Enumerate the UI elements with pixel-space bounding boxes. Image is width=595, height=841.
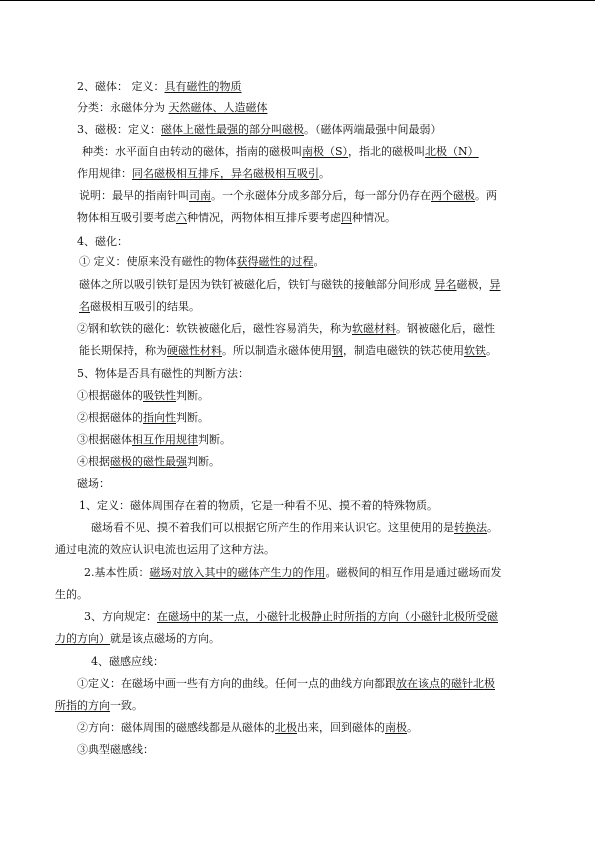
text: 3、方向规定： [84, 610, 157, 623]
text: 种情况。 [352, 211, 396, 224]
text: 2、磁体： 定义： [77, 80, 165, 93]
line-typical-fieldlines [77, 743, 154, 757]
text: 判断。 [176, 411, 209, 424]
text: 。所以制造永磁体使用 [222, 344, 332, 357]
underlined-text: 转换法 [454, 521, 487, 534]
line-magnetization-nail-cont [79, 300, 200, 314]
text: 说明：最早的指南针叫 [79, 189, 189, 202]
text: 。 [486, 344, 497, 357]
text: 3、磁极：定义： [77, 123, 161, 136]
text: ④根据 [77, 455, 110, 468]
line-field-direction-cont [55, 632, 220, 646]
line-judge-4 [77, 455, 220, 469]
text: ③根据磁体 [77, 433, 132, 446]
text: 能长期保持，称为 [79, 344, 167, 357]
line-judge-heading [77, 367, 249, 381]
underlined-text: 放在该点的磁针北极 [396, 677, 495, 690]
text: 种情况，两物体相互排斥要考虑 [187, 211, 341, 224]
line-field-method [91, 521, 498, 535]
underlined-text: 硬磁性材料 [167, 344, 222, 357]
underlined-text: 具有磁性的物质 [164, 80, 242, 93]
underlined-text: 软铁 [464, 344, 486, 357]
text: 。 [487, 521, 498, 534]
text: 磁场看不见、摸不着我们可以根据它所产生的作用来认识它。这里使用的是 [91, 521, 454, 534]
underlined-text: 相互作用规律 [132, 433, 198, 446]
line-pole-types [82, 145, 479, 159]
underlined-text: 吸铁性 [143, 389, 176, 402]
line-field-direction [84, 610, 498, 624]
line-steel-iron [77, 322, 495, 336]
page-top-rule [0, 0, 595, 1]
text: 。一个永磁体分成多部分后，每一部分仍存在 [211, 189, 431, 202]
text: ②钢和软铁的磁化：软铁被磁化后，磁性容易消失，称为 [77, 322, 352, 335]
underlined-text: 指向性 [143, 411, 176, 424]
text: 出来，回到磁体的 [297, 721, 385, 734]
text: 就是该点磁场的方向。 [110, 632, 220, 645]
text: 。磁极间的相互作用是通过磁场而发 [325, 566, 502, 579]
underlined-text: 天然磁体、人造磁体 [168, 101, 268, 114]
underlined-text: 所指的方向 [55, 699, 110, 712]
line-field-heading [77, 477, 110, 491]
underlined-text: 北极（N） [425, 145, 479, 158]
text: 。 [407, 721, 418, 734]
text: ①根据磁体的 [77, 389, 143, 402]
text: 判断。 [176, 389, 209, 402]
text: 一致。 [110, 699, 143, 712]
text: 。 [319, 167, 330, 180]
text: 生的。 [55, 588, 88, 601]
text: 磁极相互吸引的结果。 [90, 300, 200, 313]
text: 判断。 [198, 433, 231, 446]
underlined-text: 司南 [189, 189, 211, 202]
line-magnetization-definition [79, 255, 325, 269]
underlined-text: 磁体上磁性最强的部分叫磁极 [161, 123, 304, 136]
text: 作用规律： [77, 167, 132, 180]
line-field-property [84, 566, 502, 580]
underlined-text: 钢 [332, 344, 343, 357]
line-steel-iron-cont [79, 344, 497, 358]
text: 4、磁感应线： [91, 655, 164, 668]
underlined-text: 南极（S） [302, 145, 349, 158]
text: ① 定义：使原来没有磁性的物体 [79, 255, 237, 268]
text: 磁极， [456, 278, 490, 291]
line-field-property-cont [55, 588, 88, 602]
text: ，指北的磁极叫 [348, 145, 426, 158]
text: 。 [313, 255, 325, 268]
text: 物体相互吸引要考虑 [77, 211, 176, 224]
text: 2.基本性质： [84, 566, 150, 579]
underlined-text: 六 [176, 211, 187, 224]
line-judge-3 [77, 433, 231, 447]
line-fieldlines-heading [91, 655, 164, 669]
text: ②根据磁体的 [77, 411, 143, 424]
underlined-text: 磁极的磁性最强 [110, 455, 187, 468]
line-judge-1 [77, 389, 209, 403]
line-fieldlines-direction [77, 721, 418, 735]
line-magnetization-heading [77, 235, 128, 249]
text: 。（磁体两端最强中间最弱） [304, 123, 442, 136]
underlined-text: 软磁材料 [352, 322, 396, 335]
line-magnet-definition [77, 80, 242, 94]
text: 判断。 [187, 455, 220, 468]
text: 通过电流的效应认识电流也运用了这种方法。 [55, 543, 275, 556]
text: ，制造电磁铁的铁芯使用 [343, 344, 464, 357]
underlined-text: 两个磁极 [431, 189, 475, 202]
text: 分类：永磁体分为 [77, 101, 169, 114]
underlined-text: 同名磁极相互排斥，异名磁极相互吸引 [132, 167, 319, 180]
underlined-text: 异 [489, 278, 501, 291]
line-fieldlines-definition [77, 677, 495, 691]
underlined-text: 在磁场中的某一点，小磁针北极静止时所指的方向（小磁针北极所受磁 [157, 610, 498, 623]
text: 。两 [475, 189, 497, 202]
line-fieldlines-definition-cont [55, 699, 143, 713]
line-magnetization-nail [79, 278, 501, 292]
underlined-text: 四 [341, 211, 352, 224]
text: 5、物体是否具有磁性的判断方法： [77, 367, 249, 380]
text: 4、磁化： [77, 235, 128, 248]
underlined-text: 磁场对放入其中的磁体产生力的作用 [149, 566, 326, 579]
line-note-compass [79, 189, 497, 203]
text: 种类：水平面自由转动的磁体，指南的磁极叫 [82, 145, 302, 158]
line-note-cases [77, 211, 396, 225]
text: 1、定义：磁体周围存在着的物质，它是一种看不见、摸不着的特殊物质。 [79, 499, 438, 512]
line-magnet-classification [77, 101, 268, 115]
line-pole-rule [77, 167, 330, 181]
text: ③典型磁感线： [77, 743, 154, 756]
underlined-text: 北极 [275, 721, 297, 734]
text: ①定义：在磁场中画一些有方向的曲线。任何一点的曲线方向都跟 [77, 677, 396, 690]
underlined-text: 力的方向） [55, 632, 110, 645]
line-field-method-cont [55, 543, 275, 557]
underlined-text: 名 [79, 300, 90, 313]
underlined-text: 异名 [434, 278, 457, 291]
line-pole-definition [77, 123, 442, 137]
text: 磁体之所以吸引铁钉是因为铁钉被磁化后，铁钉与磁铁的接触部分间形成 [79, 278, 435, 291]
line-judge-2 [77, 411, 209, 425]
text: 磁场： [77, 477, 110, 490]
line-field-definition [79, 499, 438, 513]
text: ②方向：磁体周围的磁感线都是从磁体的 [77, 721, 275, 734]
underlined-text: 南极 [385, 721, 407, 734]
text: 。钢被磁化后，磁性 [396, 322, 495, 335]
underlined-text: 获得磁性的过程 [236, 255, 314, 268]
